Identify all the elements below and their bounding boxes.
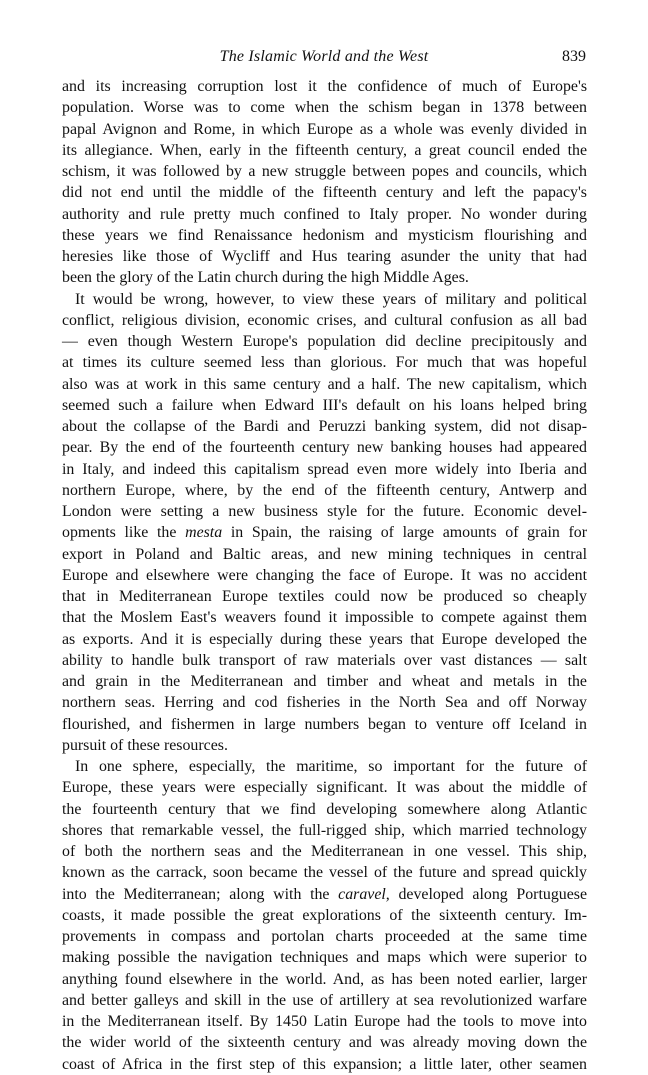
text-line: making possible the navigation techniques and maps which were superior to [62,949,587,967]
text-line: and better galleys and skill in the use of artillery at sea revolutionized warfare [62,991,587,1009]
text-line: shores that remarkable vessel, the full-rigged ship, which married technology [62,821,587,839]
text-line: the wider world of the sixteenth century and was already moving down the [62,1034,587,1052]
text-line: In one sphere, especially, the maritime, so important for the future of [75,758,587,775]
running-title: The Islamic World and the West [219,48,429,65]
text-line: It would be wrong, however, to view these years of military and political [75,290,587,308]
text-line: and its increasing corruption lost it the confidence of much of Europe's [62,78,587,95]
text-line: these years we find Renaissance hedonism and mysticism flourishing and [62,226,587,244]
text-line: about the collapse of the Bardi and Peruzzi banking system, did not disap- [62,418,587,435]
running-head [62,46,586,68]
text-line: northern Europe, where, by the end of the fifteenth century, Antwerp and [62,481,587,499]
text-line: papal Avignon and Rome, in which Europe as a whole was evenly divided in [62,120,587,138]
page-number: 839 [562,48,586,65]
text-line: as exports. And it is especially during these years that Europe developed the [62,630,587,648]
text-line: seemed such a failure when Edward III's default on his loans helped bring [62,396,587,414]
text-line: at times its culture seemed less than glorious. For much that was hopeful [62,354,587,372]
italic-term: mesta [185,524,223,542]
text-line: did not end until the middle of the fifteenth century and left the papacy's [62,184,587,202]
text-line: of both the northern seas and the Mediterranean in one vessel. This ship, [62,843,587,860]
text-line: Europe, these years were especially significant. It was about the middle of [62,779,587,797]
text-line: heresies like those of Wycliff and Hus tearing asunder the unity that had [62,248,587,265]
text-line: also was at work in this same century and a half. The new capitalism, which [62,375,587,393]
text-line: the fourteenth century that we find developing somewhere along Atlantic [62,800,587,818]
text-line: into the Mediterranean; along with the caravel, developed along Portuguese [62,885,587,903]
text-line: Europe and elsewhere were changing the face of Europe. It was no accident [62,566,587,584]
text-line: in Italy, and indeed this capitalism spread even more widely into Iberia and [62,460,587,478]
text-line: pursuit of these resources. [62,736,228,754]
text-line: and grain in the Mediterranean and timber and wheat and metals in the [62,673,587,690]
text-line: conflict, religious division, economic crises, and cultural confusion as all bad [62,311,587,329]
body-text [62,76,587,1075]
text-line: ability to handle bulk transport of raw materials over vast distances — salt [62,651,587,669]
text-line: that in Mediterranean Europe textiles could now be produced so cheaply [62,588,587,605]
text-line: provements in compass and portolan charts proceeded at the same time [62,928,587,945]
text-line: its allegiance. When, early in the fifteenth century, a great council ended the [62,141,587,159]
text-line: — even though Western Europe's population did decline precipitously and [62,333,587,350]
italic-term: caravel, [338,885,390,903]
text-line: flourished, and fishermen in large numbers began to venture off Iceland in [62,715,587,733]
text-line: London were setting a new business style for the future. Economic devel- [62,503,587,520]
text-line: population. Worse was to come when the schism began in 1378 between [62,99,587,117]
text-line: in the Mediterranean itself. By 1450 Latin Europe had the tools to move into [62,1013,587,1030]
text-line: schism, it was followed by a new struggle between popes and councils, which [62,163,587,180]
text-line: northern seas. Herring and cod fisheries in the North Sea and off Norway [62,694,587,712]
text-line: anything found elsewhere in the world. And, as has been noted earlier, larger [62,970,587,988]
text-line: opments like the mesta in Spain, the raising of large amounts of grain for [62,524,587,542]
text-line: coast of Africa in the first step of this expansion; a little later, other seamen [62,1055,587,1073]
text-line: pear. By the end of the fourteenth century new banking houses had appeared [62,439,587,457]
text-line: authority and rule pretty much confined to Italy proper. No wonder during [62,205,587,223]
text-line: coasts, it made possible the great explorations of the sixteenth century. Im- [62,906,587,924]
text-line: known as the carrack, soon became the vessel of the future and spread quickly [62,864,587,882]
text-line: export in Poland and Baltic areas, and new mining techniques in central [62,545,587,563]
text-line: that the Moslem East's weavers found it impossible to compete against them [62,609,587,627]
text-line: been the glory of the Latin church during the high Middle Ages. [62,269,469,287]
